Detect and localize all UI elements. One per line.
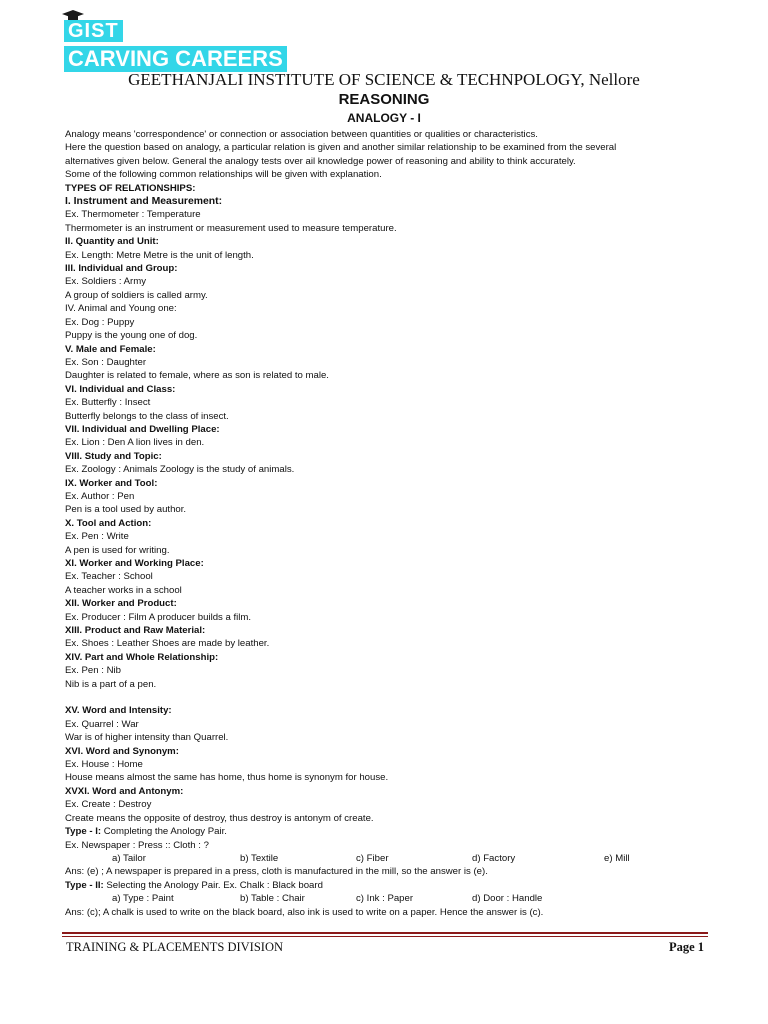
type-one-answer: Ans: (e) ; A newspaper is prepared in a press, cloth is manufactured in the mill, so the answer is (e).: [65, 866, 488, 878]
relationship-heading: XIV. Part and Whole Relationship:: [65, 651, 219, 663]
intro-line: Here the question based on analogy, a particular relation is given and another similar relationship to be examined from the several: [65, 142, 617, 154]
relationship-heading: X. Tool and Action:: [65, 517, 152, 529]
explanation-line: Nib is a part of a pen.: [65, 678, 157, 690]
option-item: a) Type : Paint: [112, 893, 174, 905]
example-line: Ex. Thermometer : Temperature: [65, 209, 201, 221]
relationship-heading: XVI. Word and Synonym:: [65, 745, 179, 757]
option-item: d) Door : Handle: [472, 893, 543, 905]
type-two-options: [65, 892, 705, 905]
intro-line: alternatives given below. General the analogy tests over ail knowledge power of reasoning and ability to think accurately.: [65, 155, 576, 167]
example-line: Ex. Son : Daughter: [65, 356, 147, 368]
explanation-line: Daughter is related to female, where as son is related to male.: [65, 370, 329, 382]
relationship-heading: XII. Worker and Product:: [65, 598, 177, 610]
relationship-heading: V. Male and Female:: [65, 343, 156, 355]
explanation-line: A group of soldiers is called army.: [65, 289, 208, 301]
type-one-example: Ex. Newspaper : Press :: Cloth : ?: [65, 839, 209, 851]
explanation-line: Butterfly belongs to the class of insect.: [65, 410, 229, 422]
example-line: Ex. House : Home: [65, 759, 143, 771]
relationship-heading: XV. Word and Intensity:: [65, 705, 172, 717]
logo-tagline: CARVING CAREERS: [64, 46, 287, 72]
example-line: Ex. Quarrel : War: [65, 718, 139, 730]
type-two-heading: [65, 879, 705, 892]
option-item: a) Tailor: [112, 852, 146, 864]
option-item: b) Textile: [240, 852, 279, 864]
type-two-label: Type - II:: [65, 879, 104, 891]
relationship-heading: XVXI. Word and Antonym:: [65, 785, 184, 797]
relationship-heading: VII. Individual and Dwelling Place:: [65, 423, 220, 435]
page-number: Page 1: [668, 940, 704, 954]
type-one-heading: [65, 825, 705, 838]
explanation-line: A teacher works in a school: [65, 584, 182, 596]
institute-title: GEETHANJALI INSTITUTE OF SCIENCE & TECHNPOLOGY, Nellore: [128, 70, 640, 89]
footer-divider: [62, 936, 708, 937]
relationship-heading: XI. Worker and Working Place:: [65, 558, 204, 569]
explanation-line: Pen is a tool used by author.: [65, 504, 187, 516]
example-line: Ex. Zoology : Animals Zoology is the study of animals.: [65, 464, 295, 476]
example-line: Ex. Teacher : School: [65, 571, 153, 583]
explanation-line: House means almost the same has home, thus home is synonym for house.: [65, 772, 389, 784]
logo-gist-text: GIST: [64, 20, 123, 42]
option-item: c) Fiber: [356, 852, 389, 864]
document-body: [65, 128, 705, 919]
footer-divider: [62, 932, 708, 934]
option-item: b) Table : Chair: [240, 893, 305, 905]
example-line: Ex. Pen : Nib: [65, 665, 121, 677]
footer-division: TRAINING & PLACEMENTS DIVISION: [66, 940, 284, 954]
spacer: [65, 691, 705, 704]
type-two-title: Selecting the Anology Pair. Ex. Chalk : Black board: [103, 879, 323, 891]
option-item: e) Mill: [604, 852, 630, 864]
relationship-heading: II. Quantity and Unit:: [65, 236, 159, 248]
example-line: Ex. Pen : Write: [65, 531, 129, 543]
explanation-line: Puppy is the young one of dog.: [65, 330, 198, 342]
relationship-heading: XIII. Product and Raw Material:: [65, 625, 206, 637]
types-heading: TYPES OF RELATIONSHIPS:: [65, 182, 196, 194]
example-line: Ex. Create : Destroy: [65, 799, 152, 811]
example-line: Ex. Shoes : Leather Shoes are made by leather.: [65, 638, 270, 650]
example-line: Ex. Lion : Den A lion lives in den.: [65, 437, 205, 449]
example-line: Ex. Author : Pen: [65, 490, 135, 502]
relationship-heading: IV. Animal and Young one:: [65, 303, 177, 315]
example-line: Ex. Soldiers : Army: [65, 276, 147, 288]
option-item: c) Ink : Paper: [356, 893, 414, 905]
example-line: Ex. Length: Metre Metre is the unit of length.: [65, 249, 254, 261]
intro-line: Some of the following common relationships will be given with explanation.: [65, 169, 382, 181]
explanation-line: War is of higher intensity than Quarrel.: [65, 732, 229, 744]
explanation-line: Thermometer is an instrument or measurement used to measure temperature.: [65, 222, 397, 234]
option-item: d) Factory: [472, 852, 516, 864]
type-one-title: Completing the Anology Pair.: [101, 826, 227, 838]
type-two-answer: Ans: (c); A chalk is used to write on the black board, also ink is used to write on a paper. Hence the answer is (c).: [65, 906, 544, 918]
explanation-line: A pen is used for writing.: [65, 544, 170, 556]
intro-line: Analogy means 'correspondence' or connection or association between quantities or qualities or characteristics.: [65, 129, 538, 140]
explanation-line: Create means the opposite of destroy, thus destroy is antonym of create.: [65, 812, 374, 824]
type-one-options: [65, 852, 705, 865]
gist-logo: [64, 8, 283, 71]
subject-title: REASONING: [338, 91, 430, 108]
type-one-label: Type - I:: [65, 826, 102, 838]
example-line: Ex. Dog : Puppy: [65, 316, 135, 328]
topic-title: ANALOGY - I: [347, 111, 421, 125]
relationship-heading: III. Individual and Group:: [65, 263, 178, 275]
relationship-heading: IX. Worker and Tool:: [65, 477, 158, 489]
relationship-heading: I. Instrument and Measurement:: [65, 196, 223, 208]
example-line: Ex. Producer : Film A producer builds a film.: [65, 611, 252, 623]
relationship-heading: VI. Individual and Class:: [65, 383, 176, 395]
example-line: Ex. Butterfly : Insect: [65, 397, 151, 409]
relationship-heading: VIII. Study and Topic:: [65, 450, 162, 462]
